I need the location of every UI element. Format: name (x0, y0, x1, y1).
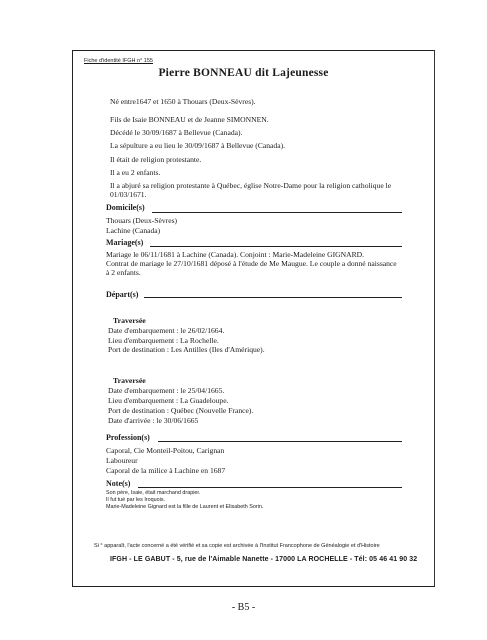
depart-heading: Départ(s) (106, 290, 139, 299)
profession-heading: Profession(s) (106, 433, 150, 442)
notes-rule (138, 487, 402, 488)
mariage-heading: Mariage(s) (106, 238, 144, 247)
domicile-item: Thouars (Deux-Sèvres) (106, 216, 178, 225)
mariage-line: Mariage le 06/11/1681 à Lachine (Canada). Conjoint : Marie-Madeleine GIGNARD. (106, 250, 365, 259)
note-line: Son père, Isaie, était marchand drapier. (106, 490, 201, 496)
mariage-rule (150, 246, 402, 247)
traversee-heading: Traversée (113, 376, 146, 385)
profession-rule (158, 441, 402, 442)
burial-line: La sépulture a eu lieu le 30/09/1687 à Bellevue (Canada). (110, 141, 286, 150)
port-destination: Port de destination : Québec (Nouvelle France). (108, 406, 254, 415)
abjuration-line-2: 01/03/1671. (110, 190, 147, 199)
abjuration-line-1: Il a abjuré sa religion protestante à Québec, église Notre-Dame pour la religion catholique le (110, 181, 392, 190)
fiche-number: Fiche d'identité IFGH n° 155 (84, 58, 153, 64)
embarquement-lieu: Lieu d'embarquement : La Rochelle. (108, 336, 219, 345)
religion-line: Il était de religion protestante. (110, 155, 202, 164)
page-number: - B5 - (231, 602, 256, 613)
footer-disclaimer: Si ° apparaît, l'acte concerné a été vérifié et sa copie est archivée à l'Institut Francophone de Généalogie et d'Histoire (94, 543, 380, 549)
embarquement-date: Date d'embarquement : le 25/04/1665. (108, 386, 225, 395)
note-line: Il fut tué par les Iroquois. (106, 497, 166, 503)
domicile-item: Lachine (Canada) (106, 226, 161, 235)
children-line: Il a eu 2 enfants. (110, 168, 161, 177)
domicile-heading: Domicile(s) (106, 203, 145, 212)
traversee-heading: Traversée (113, 316, 146, 325)
record-title: Pierre BONNEAU dit Lajeunesse (158, 67, 329, 79)
notes-heading: Note(s) (106, 479, 131, 488)
contrat-line: Contrat de mariage le 27/10/1681 déposé à l'étude de Me Maugue. Le couple a donné naissance (106, 259, 397, 268)
profession-item: Laboureur (106, 456, 138, 465)
embarquement-lieu: Lieu d'embarquement : La Guadeloupe. (108, 396, 229, 405)
profession-item: Caporal, Cie Monteil-Poitou, Carignan (106, 446, 225, 455)
parents-line: Fils de Isaie BONNEAU et de Jeanne SIMONNEN. (110, 115, 269, 124)
contrat-line-2: à 2 enfants. (106, 268, 141, 277)
footer-address: IFGH - LE GABUT - 5, rue de l'Aimable Nanette - 17000 LA ROCHELLE - Tél: 05 46 41 90 32 (110, 556, 418, 563)
death-line: Décédé le 30/09/1687 à Bellevue (Canada). (110, 128, 243, 137)
depart-rule (144, 297, 402, 298)
date-arrivee: Date d'arrivée : le 30/06/1665 (108, 416, 199, 425)
domicile-rule (152, 212, 402, 213)
embarquement-date: Date d'embarquement : le 26/02/1664. (108, 326, 225, 335)
birth-line: Né entre1647 et 1650 à Thouars (Deux-Sèvres). (110, 97, 256, 106)
note-line: Marie-Madeleine Gignard est la fille de Laurent et Elisabeth Sorin. (106, 504, 264, 510)
profession-item: Caporal de la milice à Lachine en 1687 (106, 466, 226, 475)
port-destination: Port de destination : Les Antilles (Iles d'Amérique). (108, 345, 265, 354)
